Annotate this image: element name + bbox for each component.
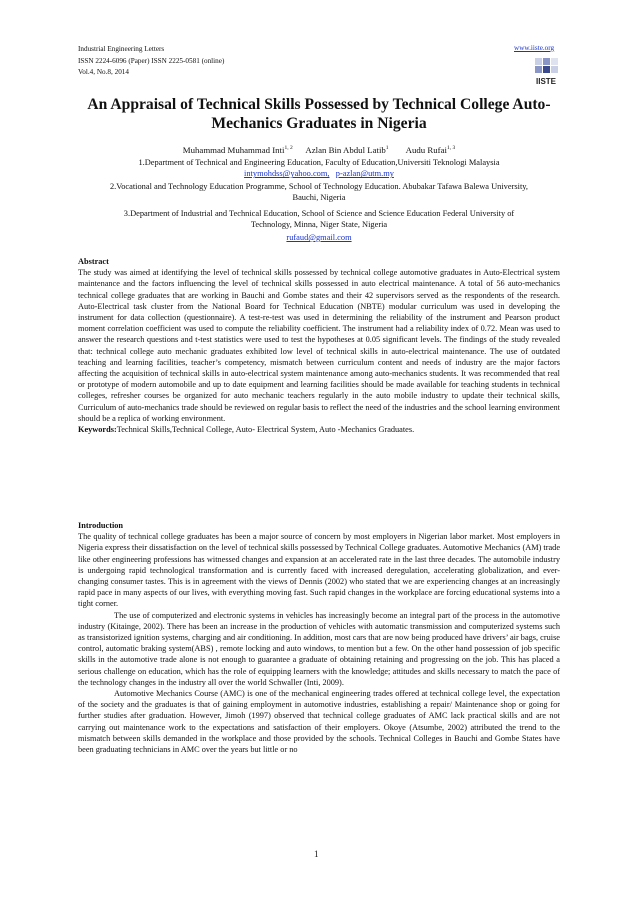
website-link[interactable]: www.iiste.org [514,44,555,52]
introduction-paragraph: Automotive Mechanics Course (AMC) is one of the mechanical engineering trades offered at technical college level, the expectation of the society and the graduates is that of gaining employment in automotive industries, establishing a repair/ Maintenance shop or going for further studies after graduation. However, Jimoh (1997) observed that technical college graduates of AMC lack practical skills and are not carrying out maintenance work to the expectations and satisfaction of their employers. Okoye (Atsumbe, 2002) attributed the trend to the mismatch between skills demanded in the workplace and those provided by the schools. Technical Colleges in Bauchi and Gombe States have been graduating technicians in AMC over the years but little or no [78,689,560,755]
author-affil-marker: 1 [385,145,389,151]
keywords-text: Technical Skills,Technical College, Auto- Electrical System, Auto -Mechanics Graduates. [116,425,415,435]
author-name: Azlan Bin Abdul Latib [305,144,386,155]
abstract-text: The study was aimed at identifying the level of technical skills possessed by technical college automotive graduates in Auto-Electrical system maintenance and the factors influencing the level of technical skills possessed in auto electrical maintenance. A total of 56 auto-mechanics technical college graduates that are working in Bauchi and Gombe states and their 42 supervisors served as the respondents of the research. Auto-Electrical task cluster from the National Board for Technical Education (NBTE) modular curriculum was used in developing the instrument for data collection (questionnaire). A test-re-test was used in determining the reliability of the instrument and Pearson product moment correlation coefficient was used to compute the reliability coefficient. The instrument had a reliability index of 0.72. Mean was used to answer the research questions and t-test statistics were used to test the hypotheses at 0.05 significant levels. The findings of the study revealed that: technical college auto mechanic graduates exhibited low level of technical skills in auto-electrical maintenance. The use of outdated teaching and learning facilities, teacher’s competency, mismatch between curriculum content and needs of industry are the major factors affecting the acquisition of technical skills in auto-electrical system maintenance among auto-mechanics students. It was recommended that real or prototype of modern automobile and up to date equipment and learning facilities should be made available for teaching students in technical colleges, refresher courses be organized for auto mechanic teachers regularly in the auto mobile industry to update their technical skills, Curriculum of auto-mechanics trade should be reviewed on regular basis to reflect the need of the industries and the school learning environment should be a replica of working environment. [78,268,560,423]
email-link[interactable]: p-azlan@utm.my [335,169,394,179]
author-affil-marker: 1, 2 [284,145,293,151]
journal-header [78,44,224,79]
abstract-section [78,256,560,435]
email-link[interactable]: rufaud@gmail.com [286,233,352,242]
affiliation-1-text: 1.Department of Technical and Engineering Education, Faculty of Education,Universiti Teknologi Malaysia [138,158,500,167]
page-number: 1 [314,849,319,859]
introduction-paragraph: The quality of technical college graduates has been a major source of concern by most employers in Nigerian labor market. Most employers in Nigeria express their dissatisfaction on the level of technical skills possessed by Technical College graduates. Automotive Mechanics (AM) trade like other engineering professions has witnessed changes and expansion at an accelerated rate in the last three decades. The automobile industry is undergoing rapid technological transformation and is currently faced with increased deregulation, accelerating globalization, and ever-changing consumer tastes. This is in agreement with the views of Dennis (2002) who stated that we are experiencing changes at an increasingly rapid pace in many aspects of our lives, with everything moving fast. Such rapid changes in the workplace are forcing educational systems into a tight corner. [78,532,560,609]
introduction-paragraph: The use of computerized and electronic systems in vehicles has increasingly become an integral part of the process in the automotive industry (Kitainge, 2002). There has been an increase in the production of vehicles with automatic transmission and computerized systems such as transistorized ignition systems, charging and air conditioning. In addition, most cars that are now being produced have drivers’ air bags, cruise control, automatic braking system(ABS) , remote locking and auto windows, to mention but a few. On the other hand possession of job specific skills in the automotive trade alone is not enough to guarantee a graduate of obtaining retaining and progressing on the job. This has placed a serious challenge on education, which has the role of equipping learners with the knowledge; attitudes and skills necessary to match the pace of the technology changes in the industry all over the world Schwaller (Inti, 2009). [78,610,560,687]
affiliation-3: 3.Department of Industrial and Technical Education, School of Science and Science Education Federal University of Technology, Minna, Niger State, Nigeria [123,209,515,230]
email-link[interactable]: intymohdss@yahoo.com, [244,169,330,179]
paper-title: An Appraisal of Technical Skills Possessed by Technical College Auto-Mechanics Graduates in Nigeria [87,96,551,132]
author-list [78,143,560,156]
svg-text:IISTE: IISTE [536,77,557,86]
introduction-heading: Introduction [78,521,124,530]
journal-name: Industrial Engineering Letters [78,45,165,53]
affiliation-1 [78,157,560,179]
author-affil-marker: 1, 3 [446,145,456,151]
keywords-label: Keywords: [78,425,117,435]
affiliation-2: 2.Vocational and Technology Education Programme, School of Technology Education. Abubakar Tafawa Balewa University, Bauchi, Nigeria [109,182,529,203]
journal-issn: ISSN 2224-6096 (Paper) ISSN 2225-0581 (online) [78,56,225,65]
abstract-heading: Abstract [78,257,109,266]
affiliation-3-email-row [78,232,560,243]
iiste-logo [534,57,564,87]
introduction-section [78,520,560,755]
journal-volume: Vol.4, No.8, 2014 [78,68,129,76]
author-name: Muhammad Muhammad Inti [182,144,285,155]
author-name: Audu Rufai [405,144,447,155]
